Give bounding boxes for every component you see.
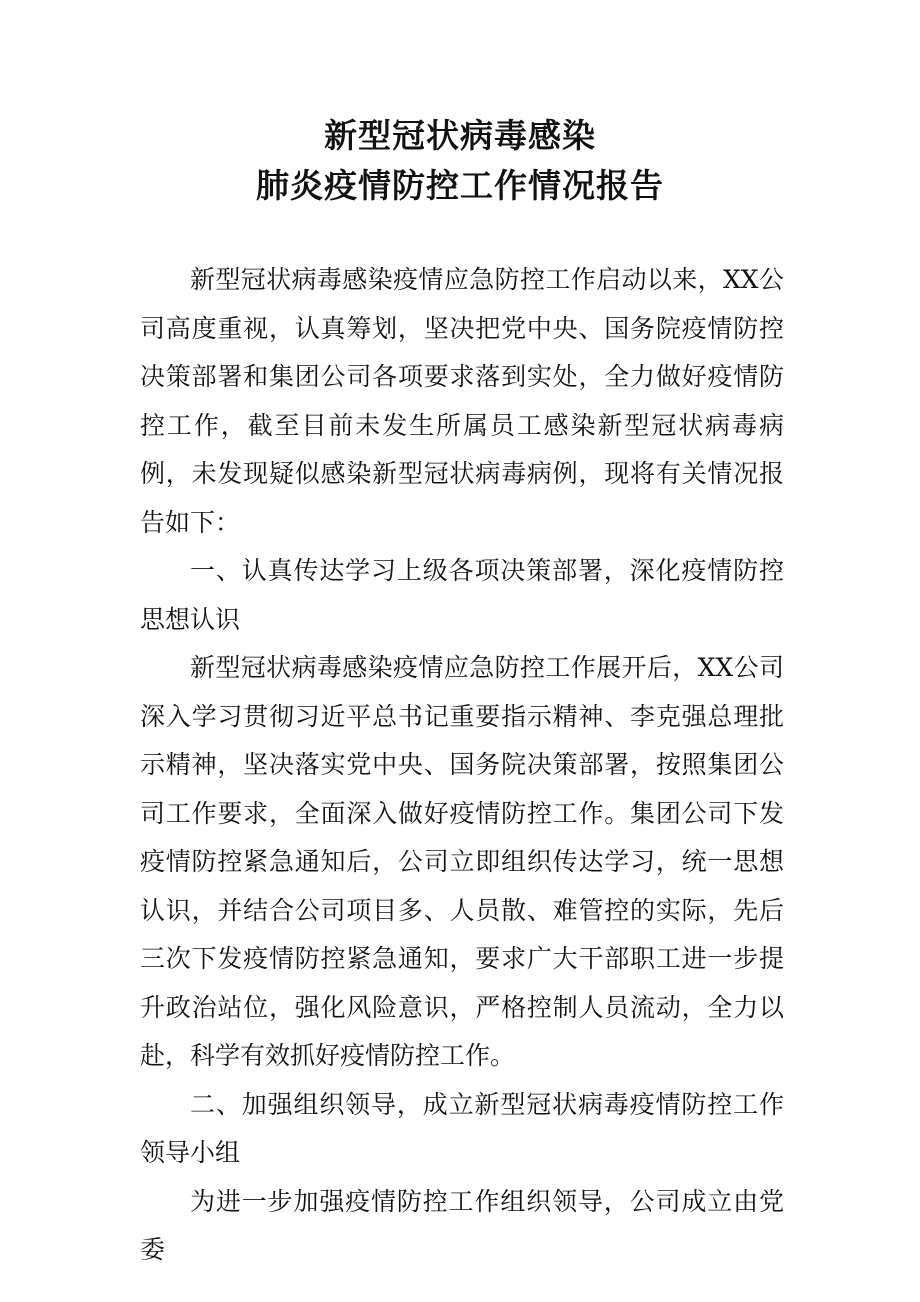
paragraph-section-2: 为进一步加强疫情防控工作组织领导，公司成立由党委: [140, 1186, 784, 1264]
document-title-line-2: 肺炎疫情防控工作情况报告: [256, 166, 664, 205]
paragraph-intro: 新型冠状病毒感染疫情应急防控工作启动以来，XX公司高度重视，认真筹划，坚决把党中央、国务院疫情防控决策部署和集团公司各项要求落到实处，全力做好疫情防控工作，截至目前未发生所属员工感染新型冠状病毒病例，未发现疑似感染新型冠状病毒病例，现将有关情况报告如下：: [140, 265, 784, 537]
section-heading-2: 二、加强组织领导，成立新型冠状病毒疫情防控工作领导小组: [140, 1089, 784, 1167]
document-title-line-1: 新型冠状病毒感染: [324, 116, 596, 155]
paragraph-section-1: 新型冠状病毒感染疫情应急防控工作展开后，XX公司深入学习贯彻习近平总书记重要指示精神、李克强总理批示精神，坚决落实党中央、国务院决策部署，按照集团公司工作要求，全面深入做好疫情防控工作。集团公司下发疫情防控紧急通知后，公司立即组织传达学习，统一思想认识，并结合公司项目多、人员散、难管控的实际，先后三次下发疫情防控紧急通知，要求广大干部职工进一步提升政治站位，强化风险意识，严格控制人员流动，全力以赴，科学有效抓好疫情防控工作。: [140, 653, 784, 1070]
section-heading-1: 一、认真传达学习上级各项决策部署，深化疫情防控思想认识: [140, 556, 784, 634]
document-body: [140, 256, 784, 1275]
